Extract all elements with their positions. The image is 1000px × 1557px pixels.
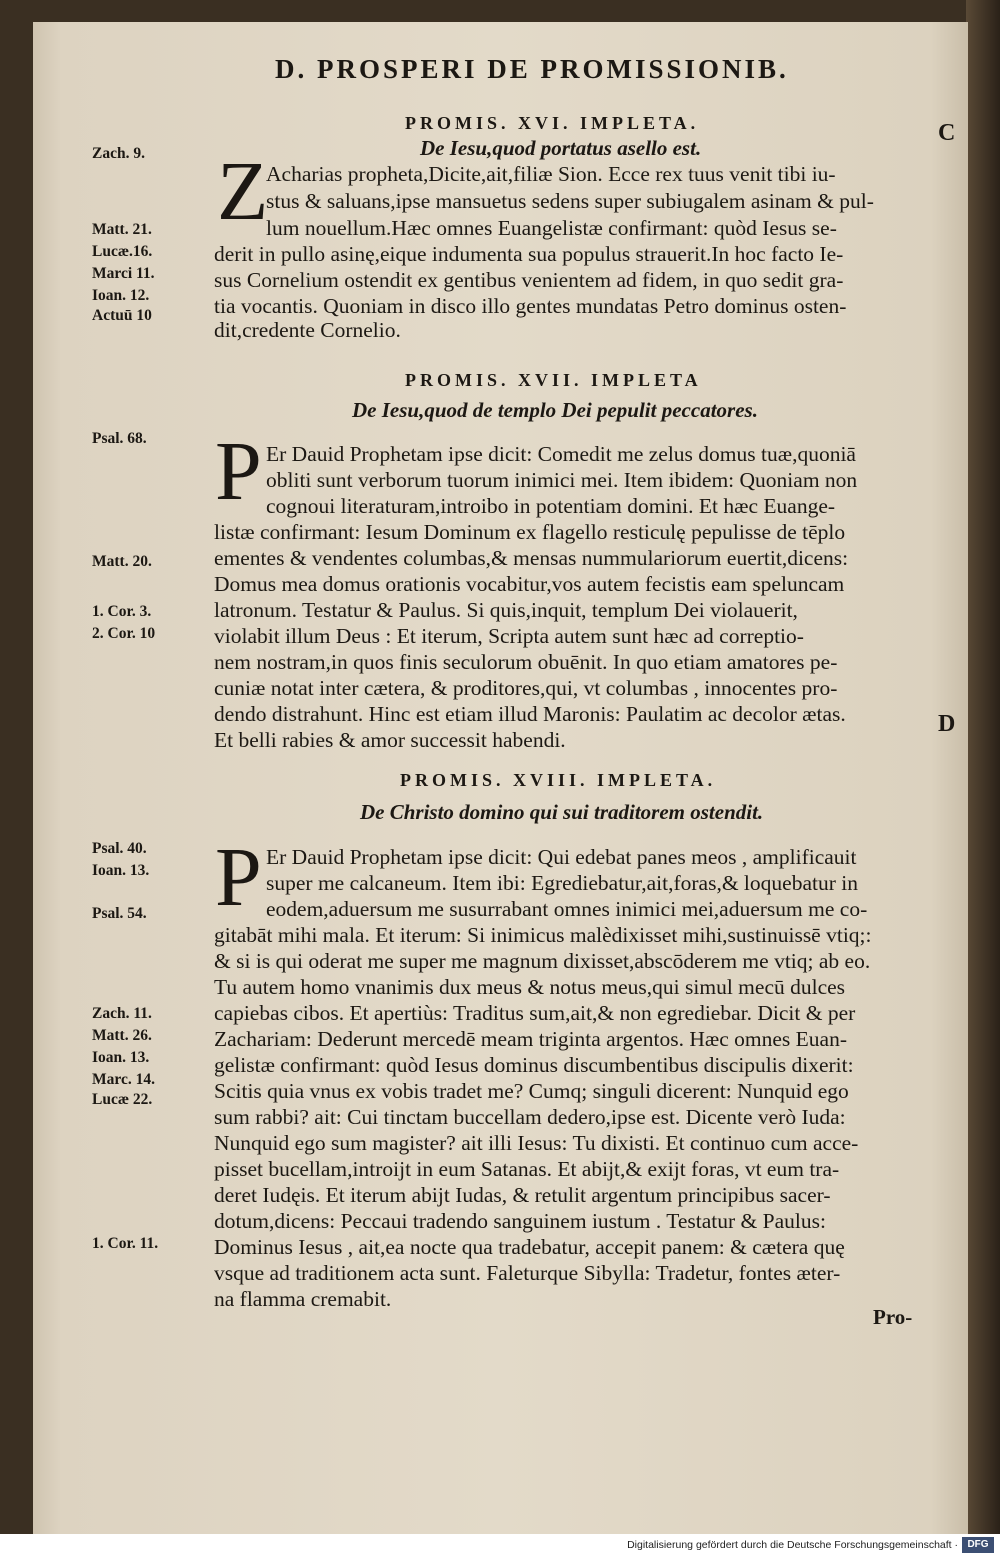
text-line: dendo distrahunt. Hinc est etiam illud Maronis: Paulatim ac decolor ætas. [214,702,846,726]
margin-note: Ioan. 12. [92,287,150,304]
text-line: capiebas cibos. Et apertiùs: Traditus sum,ait,& non egrediebar. Dicit & per [214,1001,856,1025]
text-line: sum rabbi? ait: Cui tinctam buccellam dedero,ipse est. Dicente verò Iuda: [214,1105,846,1129]
book-edge [966,0,1000,1534]
margin-note: Zach. 11. [92,1005,152,1022]
text-line: derit in pullo asinę,eique indumenta sua populus strauerit.In hoc facto Ie- [214,242,844,266]
text-line: Nunquid ego sum magister? ait illi Iesus: Tu dixisti. Et continuo cum acce- [214,1131,859,1155]
margin-note: Matt. 21. [92,221,152,238]
text-line: & si is qui oderat me super me magnum dixisset,abscōderem me vtiq; ab eo. [214,949,871,973]
section-subtitle-18: De Christo domino qui sui traditorem ostendit. [360,800,764,824]
text-line: cuniæ notat inter cætera, & proditores,qui, vt columbas , innocentes pro- [214,676,838,700]
margin-note: 2. Cor. 10 [92,625,156,642]
footer-credit: Digitalisierung gefördert durch die Deutsche Forschungsgemeinschaft · [627,1539,958,1551]
text-line: Er Dauid Prophetam ipse dicit: Comedit me zelus domus tuæ,quoniā [266,442,856,466]
text-line: pisset bucellam,introijt in eum Satanas. Et abijt,& exijt foras, vt eum tra- [214,1157,840,1181]
text-line: ementes & vendentes columbas,& mensas nummulariorum euertit,dicens: [214,546,849,570]
text-line: gitabāt mihi mala. Et iterum: Si inimicus malèdixisset mihi,sustinuissē vtiq;: [214,923,872,947]
margin-note: Zach. 9. [92,145,145,162]
margin-note: Matt. 26. [92,1027,152,1044]
text-line: Er Dauid Prophetam ipse dicit: Qui edebat panes meos , amplificauit [266,845,857,869]
text-line: na flamma cremabit. [214,1287,392,1311]
text-line: deret Iudęis. Et iterum abijt Iudas, & retulit argentum principibus sacer- [214,1183,831,1207]
margin-note: Ioan. 13. [92,862,150,879]
text-line: eodem,aduersum me susurrabant omnes inimici mei,aduersum me co- [266,897,868,921]
text-line: dotum,dicens: Peccaui tradendo sanguinem iustum . Testatur & Paulus: [214,1209,826,1233]
section-heading-16: PROMIS. XVI. IMPLETA. [405,113,700,133]
margin-note: Marci 11. [92,265,155,282]
text-line: vsque ad traditionem acta sunt. Faleturque Sibylla: Tradetur, fontes æter- [214,1261,841,1285]
digitization-footer [0,1534,1000,1557]
text-line: listæ confirmant: Iesum Dominum ex flagello resticulę pepulisse de tēplo [214,520,846,544]
margin-note: Marc. 14. [92,1071,155,1088]
text-line: obliti sunt verborum tuorum inimici mei. Item ibidem: Quoniam non [266,468,858,492]
section-subtitle-17: De Iesu,quod de templo Dei pepulit peccatores. [352,398,758,422]
corner-mark-d: D [938,711,956,737]
text-line: stus & saluans,ipse mansuetus sedens super subiugalem asinam & pul- [266,189,874,213]
margin-note: Psal. 68. [92,430,147,447]
text-line: lum nouellum.Hæc omnes Euangelistæ confirmant: quòd Iesus se- [266,216,837,240]
corner-mark-c: C [938,120,956,146]
dropcap-z: Z [217,145,269,238]
text-line: Domus mea domus orationis vocabitur,vos autem fecistis eam speluncam [214,572,845,596]
text-line: nem nostram,in quos finis seculorum obuēnit. In quo etiam amatores pe- [214,650,838,674]
text-line: super me calcaneum. Item ibi: Egrediebatur,ait,foras,& loquebatur in [266,871,858,895]
text-line: Dominus Iesus , ait,ea nocte qua tradebatur, accepit panem: & cætera quę [214,1235,845,1259]
margin-note: Lucæ 22. [92,1091,153,1108]
margin-note: Psal. 54. [92,905,147,922]
margin-note: 1. Cor. 11. [92,1235,159,1252]
section-heading-17: PROMIS. XVII. IMPLETA [405,370,702,390]
dfg-logo: DFG [962,1537,994,1553]
text-line: Zachariam: Dederunt mercedē meam triginta argentos. Hæc omnes Euan- [214,1027,848,1051]
running-head: D. PROSPERI DE PROMISSIONIB. [275,54,789,84]
dropcap-p: P [215,831,262,924]
text-line: tia vocantis. Quoniam in disco illo gentes mundatas Petro dominus osten- [214,294,847,318]
margin-note: Ioan. 13. [92,1049,150,1066]
dropcap-p: P [215,425,262,518]
text-line: Et belli rabies & amor successit habendi. [214,728,566,752]
text-line: dit,credente Cornelio. [214,318,401,342]
text-line: Scitis quia vnus ex vobis tradet me? Cumq; singuli dicerent: Nunquid ego [214,1079,849,1103]
catchword: Pro- [873,1305,913,1329]
margin-note: Lucæ.16. [92,243,153,260]
text-line: sus Cornelium ostendit ex gentibus venientem ad fidem, in quo sedit gra- [214,268,844,292]
section-heading-18: PROMIS. XVIII. IMPLETA. [400,770,717,790]
text-line: violabit illum Deus : Et iterum, Scripta autem sunt hæc ad correptio- [214,624,804,648]
text-line: cognoui literaturam,introibo in potentiam domini. Et hæc Euange- [266,494,836,518]
text-line: gelistæ confirmant: quòd Iesus dominus discumbentibus discipulis dixerit: [214,1053,854,1077]
text-line: latronum. Testatur & Paulus. Si quis,inquit, templum Dei violauerit, [214,598,798,622]
margin-note: Psal. 40. [92,840,147,857]
section-subtitle-16: De Iesu,quod portatus asello est. [420,136,702,160]
text-line: Acharias propheta,Dicite,ait,filiæ Sion. Ecce rex tuus venit tibi iu- [266,162,836,186]
margin-note: Actuū 10 [92,307,152,324]
margin-note: Matt. 20. [92,553,152,570]
margin-note: 1. Cor. 3. [92,603,152,620]
text-line: Tu autem homo vnanimis dux meus & notus meus,qui simul mecū dulces [214,975,846,999]
